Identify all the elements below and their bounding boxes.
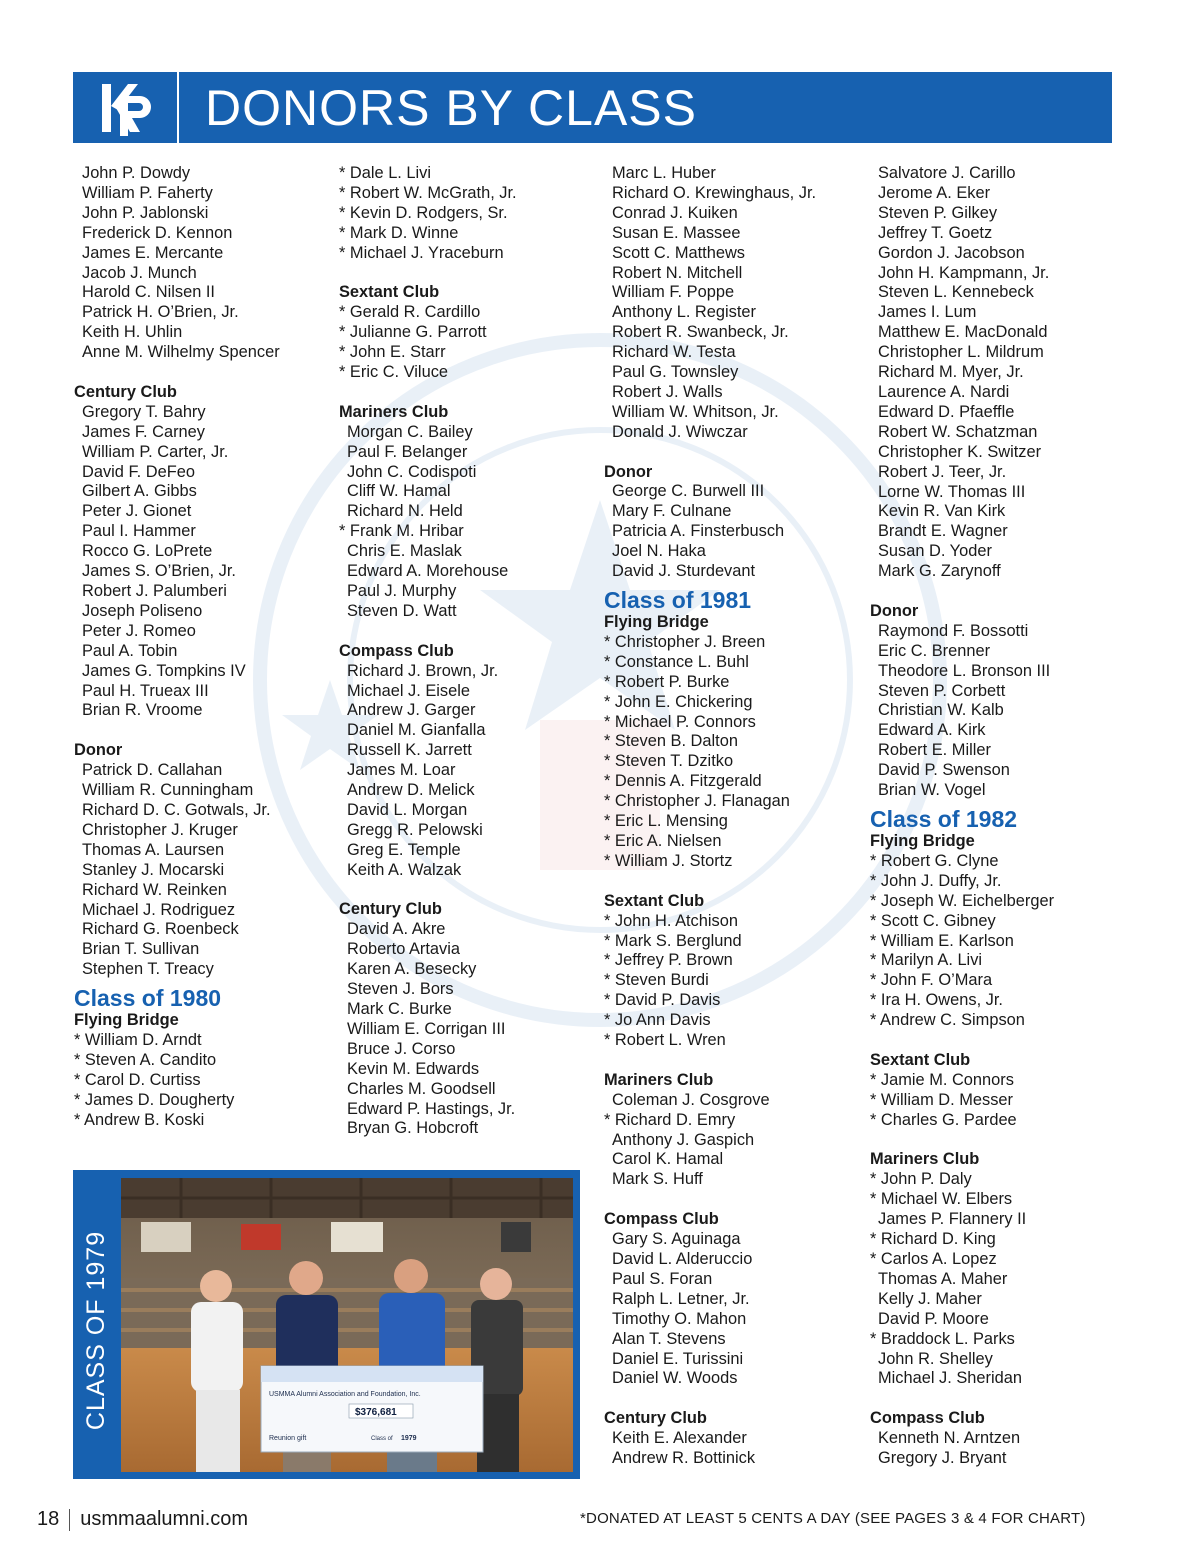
donor-name: Roberto Artavia — [347, 940, 460, 959]
section-heading: Compass Club — [339, 641, 454, 660]
donor-name: Brandt E. Wagner — [878, 522, 1008, 541]
donor-name-starred: * John J. Duffy, Jr. — [870, 871, 1002, 890]
donor-name-starred: * Scott C. Gibney — [870, 911, 996, 930]
spacer — [870, 1131, 1130, 1151]
donor-name: Thomas A. Laursen — [82, 840, 225, 859]
donor-name: Edward A. Kirk — [878, 721, 986, 740]
donor-name: John R. Shelley — [878, 1349, 993, 1368]
spacer — [339, 881, 589, 901]
donor-name: George C. Burwell III — [612, 482, 765, 501]
donor-name-starred: * Michael P. Connors — [604, 712, 756, 731]
donor-name: David P. Swenson — [878, 761, 1010, 780]
donor-name: Paul A. Tobin — [82, 641, 178, 660]
donor-name: Paul F. Belanger — [347, 442, 468, 461]
photo-label — [79, 1200, 115, 1460]
kp-logo-icon — [94, 78, 156, 138]
donor-name: James S. O’Brien, Jr. — [82, 562, 236, 581]
donor-name: Paul H. Trueax III — [82, 681, 209, 700]
donor-name: Robert N. Mitchell — [612, 263, 743, 282]
donor-name: Peter J. Romeo — [82, 621, 196, 640]
donor-name-starred: * Ira H. Owens, Jr. — [870, 991, 1003, 1010]
donor-name-starred: * Michael W. Elbers — [870, 1190, 1013, 1209]
donor-name: Steven D. Watt — [347, 601, 457, 620]
class-photo-image — [121, 1178, 573, 1472]
donor-name: Brian W. Vogel — [878, 781, 986, 800]
donor-name: David J. Sturdevant — [612, 562, 756, 581]
donor-name: Richard O. Krewinghaus, Jr. — [612, 183, 817, 202]
donor-name: Morgan C. Bailey — [347, 422, 473, 441]
donor-name: James I. Lum — [878, 303, 977, 322]
donor-name-starred: * Gerald R. Cardillo — [339, 303, 481, 322]
donor-name: Jacob J. Munch — [82, 263, 197, 282]
donor-name: William F. Poppe — [612, 283, 735, 302]
donor-name: Daniel M. Gianfalla — [347, 721, 486, 740]
donor-name: Christopher J. Kruger — [82, 820, 238, 839]
donor-name-starred: * Carlos A. Lopez — [870, 1249, 997, 1268]
donor-name: Raymond F. Bossotti — [878, 621, 1029, 640]
donor-name: Richard N. Held — [347, 502, 463, 521]
donor-name: David F. DeFeo — [82, 462, 195, 481]
section-heading: Flying Bridge — [74, 1011, 179, 1030]
donor-column-3 — [604, 164, 864, 1469]
donor-name: David A. Akre — [347, 920, 446, 939]
donor-name: Keith A. Walzak — [347, 860, 462, 879]
donor-name-starred: * Steven T. Dzitko — [604, 752, 734, 771]
donor-name-starred: * Marilyn A. Livi — [870, 951, 983, 970]
donor-name: Chris E. Maslak — [347, 542, 462, 561]
donor-name: James G. Tompkins IV — [82, 661, 246, 680]
donor-name: David L. Morgan — [347, 800, 468, 819]
donor-name: Theodore L. Bronson III — [878, 661, 1051, 680]
donor-name: Steven J. Bors — [347, 980, 454, 999]
donor-name: James F. Carney — [82, 422, 205, 441]
donor-name: Paul I. Hammer — [82, 522, 196, 541]
donor-name-starred: * Michael J. Yraceburn — [339, 243, 504, 262]
page-number: 18 — [37, 1508, 60, 1530]
donor-name: Andrew J. Garger — [347, 701, 476, 720]
section-heading: Sextant Club — [604, 891, 705, 910]
spacer — [74, 363, 324, 383]
donor-name: Mark C. Burke — [347, 1000, 452, 1018]
donor-name: Harold C. Nilsen II — [82, 283, 215, 302]
donor-name: William P. Faherty — [82, 183, 213, 202]
class-photo-box — [73, 1170, 580, 1479]
donor-name: Laurence A. Nardi — [878, 382, 1010, 401]
donor-name: James E. Mercante — [82, 243, 224, 262]
donor-name-starred: * John F. O’Mara — [870, 971, 993, 990]
section-heading: Century Club — [604, 1409, 707, 1428]
donor-name: Keith E. Alexander — [612, 1429, 747, 1448]
donor-name-starred: * Jeffrey P. Brown — [604, 951, 733, 970]
donor-name: Michael J. Rodriguez — [82, 900, 236, 919]
donor-name: Bruce J. Corso — [347, 1039, 456, 1058]
donor-name: Daniel E. Turissini — [612, 1349, 744, 1368]
donor-name-starred: * Dennis A. Fitzgerald — [604, 772, 762, 791]
footer-divider — [69, 1509, 70, 1531]
section-heading: Compass Club — [604, 1210, 719, 1229]
spacer — [339, 264, 589, 284]
donor-name: William P. Carter, Jr. — [82, 442, 229, 461]
section-heading: Mariners Club — [604, 1070, 714, 1089]
donor-name: Richard W. Reinken — [82, 880, 227, 899]
donor-name: Jerome A. Eker — [878, 183, 991, 202]
donor-name-starred: * John E. Starr — [339, 343, 446, 362]
donor-name: Donald J. Wiwczar — [612, 422, 748, 441]
donor-name: Russell K. Jarrett — [347, 741, 472, 760]
donor-name: Alan T. Stevens — [612, 1329, 726, 1348]
donor-name: Robert J. Palumberi — [82, 582, 227, 601]
donor-name: Christian W. Kalb — [878, 701, 1004, 720]
check-class: Class of — [371, 1436, 393, 1442]
donor-name: Paul J. Murphy — [347, 582, 457, 600]
spacer — [870, 1031, 1130, 1051]
donor-name: Marc L. Huber — [612, 164, 716, 182]
donor-name: Stanley J. Mocarski — [82, 860, 225, 879]
donor-name: Gregg R. Pelowski — [347, 820, 483, 839]
donor-name: Edward P. Hastings, Jr. — [347, 1099, 516, 1118]
donor-name: Charles M. Goodsell — [347, 1079, 496, 1098]
donor-name-starred: * Jo Ann Davis — [604, 1011, 711, 1030]
donor-name-starred: * Robert P. Burke — [604, 672, 730, 691]
donor-name: Kenneth N. Arntzen — [878, 1429, 1021, 1448]
donor-name: John P. Jablonski — [82, 203, 209, 222]
donor-name: Paul G. Townsley — [612, 363, 739, 382]
donor-name: Thomas A. Maher — [878, 1269, 1008, 1288]
donor-name: Mark G. Zarynoff — [878, 562, 1001, 581]
donor-name: William E. Corrigan III — [347, 1019, 506, 1038]
donor-name-starred: * Christopher J. Flanagan — [604, 792, 790, 811]
donor-column-1 — [74, 164, 324, 1131]
donor-name-starred: * Constance L. Buhl — [604, 652, 749, 671]
donor-name-starred: * Andrew B. Koski — [74, 1110, 205, 1129]
donor-name-starred: * Richard D. King — [870, 1230, 996, 1249]
page-header — [73, 72, 1112, 143]
donor-name: Kelly J. Maher — [878, 1289, 982, 1308]
section-heading: Flying Bridge — [870, 831, 975, 850]
donor-name: Robert J. Teer, Jr. — [878, 462, 1007, 481]
spacer — [74, 721, 324, 741]
donor-name: Robert J. Walls — [612, 382, 723, 401]
donor-name-starred: * Frank M. Hribar — [339, 522, 464, 541]
spacer — [339, 383, 589, 403]
donor-name: John P. Dowdy — [82, 164, 191, 182]
section-heading: Century Club — [74, 382, 177, 401]
donor-name-starred: * Braddock L. Parks — [870, 1329, 1015, 1348]
donor-name-starred: * Joseph W. Eichelberger — [870, 891, 1055, 910]
spacer — [604, 1190, 864, 1210]
donor-name: Keith H. Uhlin — [82, 323, 183, 342]
donor-name-starred: * Christopher J. Breen — [604, 632, 766, 651]
donor-name: Kevin M. Edwards — [347, 1059, 480, 1078]
donor-name: Brian T. Sullivan — [82, 940, 200, 959]
spacer — [870, 1389, 1130, 1409]
donor-name-starred: * Richard D. Emry — [604, 1110, 736, 1129]
donor-name-starred: * Julianne G. Parrott — [339, 323, 487, 342]
donor-name-starred: * Robert L. Wren — [604, 1031, 726, 1050]
donor-name-starred: * Eric C. Viluce — [339, 363, 449, 382]
donor-name: Edward D. Pfaeffle — [878, 402, 1015, 421]
donor-name: Mark S. Huff — [612, 1170, 703, 1189]
donor-name: William W. Whitson, Jr. — [612, 402, 779, 421]
donor-name: Gary S. Aguinaga — [612, 1230, 741, 1249]
donor-name-starred: * David P. Davis — [604, 991, 721, 1010]
class-heading: Class of 1982 — [870, 805, 1018, 832]
donor-name: Frederick D. Kennon — [82, 223, 233, 242]
donor-name: Patrick D. Callahan — [82, 761, 223, 780]
section-heading: Mariners Club — [870, 1150, 980, 1169]
footer-note: *DONATED AT LEAST 5 CENTS A DAY (SEE PAGES 3 & 4 FOR CHART) — [580, 1510, 1086, 1527]
donor-name: Andrew D. Melick — [347, 781, 475, 800]
donor-name: Richard G. Roenbeck — [82, 920, 239, 939]
donor-name: Andrew R. Bottinick — [612, 1449, 756, 1468]
donor-name: Christopher K. Switzer — [878, 442, 1042, 461]
donor-name: Bryan G. Hobcroft — [347, 1119, 479, 1138]
donor-name: William R. Cunningham — [82, 781, 254, 800]
spacer — [604, 1051, 864, 1071]
donor-name: Susan D. Yoder — [878, 542, 992, 561]
donor-name-starred: * James D. Dougherty — [74, 1090, 235, 1109]
donor-name-starred: * Eric A. Nielsen — [604, 831, 722, 850]
section-heading: Century Club — [339, 900, 442, 919]
spacer — [604, 1389, 864, 1409]
donor-name: Lorne W. Thomas III — [878, 482, 1026, 501]
check-payee: USMMA Alumni Association and Foundation, Inc. — [269, 1391, 421, 1398]
section-heading: Sextant Club — [870, 1050, 971, 1069]
check-amount: $376,681 — [355, 1407, 397, 1418]
donor-column-4 — [870, 164, 1130, 1469]
donor-name: Greg E. Temple — [347, 840, 461, 859]
donor-name: Gilbert A. Gibbs — [82, 482, 197, 501]
donor-name-starred: * William D. Messer — [870, 1090, 1013, 1109]
page-title: DONORS BY CLASS — [205, 79, 698, 136]
donor-name-starred: * Steven Burdi — [604, 971, 709, 990]
section-heading: Donor — [74, 741, 123, 760]
donor-name: Anthony J. Gaspich — [612, 1130, 755, 1149]
donor-name-starred: * Charles G. Pardee — [870, 1110, 1017, 1129]
donor-name-starred: * John P. Daly — [870, 1170, 972, 1189]
donor-name: Eric C. Brenner — [878, 641, 991, 660]
donor-name: Carol K. Hamal — [612, 1150, 724, 1169]
donor-name-starred: * Steven B. Dalton — [604, 732, 738, 751]
check-year: 1979 — [401, 1435, 417, 1442]
donor-name: Gregory T. Bahry — [82, 402, 206, 421]
donor-name-starred: * Mark D. Winne — [339, 223, 459, 242]
class-heading: Class of 1980 — [74, 985, 222, 1012]
donor-name-starred: * Robert W. McGrath, Jr. — [339, 183, 517, 202]
donor-name-starred: * Eric L. Mensing — [604, 812, 728, 831]
donor-column-2 — [339, 164, 589, 1139]
donor-name: Michael J. Sheridan — [878, 1369, 1022, 1388]
photo-label-text: CLASS OF 1979 — [82, 1230, 111, 1430]
donor-name: Patrick H. O’Brien, Jr. — [82, 303, 239, 322]
donor-name: Christopher L. Mildrum — [878, 343, 1044, 362]
donor-name: Joseph Poliseno — [82, 601, 203, 620]
donor-name: Stephen T. Treacy — [82, 960, 214, 979]
donor-name-starred: * John H. Atchison — [604, 911, 738, 930]
donor-name-starred: * Mark S. Berglund — [604, 931, 742, 950]
donor-name: Salvatore J. Carillo — [878, 164, 1016, 182]
donor-name: Steven P. Corbett — [878, 681, 1006, 700]
donor-name: Rocco G. LoPrete — [82, 542, 213, 561]
donor-name: Richard M. Myer, Jr. — [878, 363, 1024, 382]
donor-name: Michael J. Eisele — [347, 681, 470, 700]
donor-name-starred: * William D. Arndt — [74, 1031, 202, 1050]
section-heading: Mariners Club — [339, 402, 449, 421]
donor-name: John H. Kampmann, Jr. — [878, 263, 1050, 282]
section-heading: Flying Bridge — [604, 613, 709, 632]
donor-name: Timothy O. Mahon — [612, 1309, 747, 1328]
donor-name: Richard J. Brown, Jr. — [347, 661, 499, 680]
spacer — [604, 443, 864, 463]
donor-name: David L. Alderuccio — [612, 1249, 753, 1268]
donor-name: Scott C. Matthews — [612, 243, 745, 262]
class-photo — [121, 1178, 573, 1472]
donor-name: Anne M. Wilhelmy Spencer — [82, 343, 280, 362]
donor-name-starred: * Andrew C. Simpson — [870, 1011, 1025, 1030]
donor-name: Richard D. C. Gotwals, Jr. — [82, 800, 271, 819]
donor-name-starred: * William E. Karlson — [870, 931, 1014, 950]
section-heading: Compass Club — [870, 1409, 985, 1428]
donor-name: Joel N. Haka — [612, 542, 706, 561]
donor-name-starred: * John E. Chickering — [604, 692, 753, 711]
donor-name: Ralph L. Letner, Jr. — [612, 1289, 750, 1308]
donor-name: Jeffrey T. Goetz — [878, 223, 993, 242]
donor-name: Robert W. Schatzman — [878, 422, 1038, 441]
donor-name: Coleman J. Cosgrove — [612, 1090, 770, 1109]
spacer — [339, 622, 589, 642]
class-heading: Class of 1981 — [604, 587, 752, 614]
donor-name-starred: * Robert G. Clyne — [870, 851, 999, 870]
donor-name-starred: * Dale L. Livi — [339, 164, 432, 182]
donor-name: Karen A. Besecky — [347, 960, 477, 979]
donor-name: Anthony L. Register — [612, 303, 756, 322]
donor-name: James P. Flannery II — [878, 1210, 1027, 1229]
donor-name: James M. Loar — [347, 761, 456, 780]
donor-name: Paul S. Foran — [612, 1269, 713, 1288]
donor-name: Mary F. Culnane — [612, 502, 732, 521]
donor-name: David P. Moore — [878, 1309, 989, 1328]
section-heading: Donor — [604, 462, 653, 481]
donor-name-starred: * Carol D. Curtiss — [74, 1070, 201, 1089]
donor-name: Kevin R. Van Kirk — [878, 502, 1006, 521]
donor-name: John C. Codispoti — [347, 462, 477, 481]
donor-name: Daniel W. Woods — [612, 1369, 738, 1388]
donor-name: Richard W. Testa — [612, 343, 736, 362]
donor-name-starred: * Kevin D. Rodgers, Sr. — [339, 203, 508, 222]
check-memo: Reunion gift — [269, 1435, 307, 1442]
donor-name: Steven L. Kennebeck — [878, 283, 1034, 302]
donor-name: Matthew E. MacDonald — [878, 323, 1048, 342]
donor-name: Peter J. Gionet — [82, 502, 192, 521]
donor-name: Gregory J. Bryant — [878, 1449, 1007, 1468]
donor-name: Conrad J. Kuiken — [612, 203, 738, 222]
footer-website: usmmaalumni.com — [80, 1508, 249, 1530]
donor-name-starred: * William J. Stortz — [604, 851, 733, 870]
donor-name: Patricia A. Finsterbusch — [612, 522, 785, 541]
donor-name: Robert E. Miller — [878, 741, 991, 760]
donor-name: Cliff W. Hamal — [347, 482, 451, 501]
section-heading: Sextant Club — [339, 283, 440, 302]
donor-name-starred: * Jamie M. Connors — [870, 1070, 1014, 1089]
donor-name: Steven P. Gilkey — [878, 203, 998, 222]
spacer — [870, 582, 1130, 602]
donor-name: Brian R. Vroome — [82, 701, 203, 720]
kp-logo — [73, 72, 179, 143]
donor-name: Edward A. Morehouse — [347, 562, 509, 581]
page-footer — [37, 1508, 248, 1531]
donor-name-starred: * Steven A. Candito — [74, 1050, 217, 1069]
donor-name: Gordon J. Jacobson — [878, 243, 1025, 262]
section-heading: Donor — [870, 601, 919, 620]
donor-name: Susan E. Massee — [612, 223, 741, 242]
spacer — [604, 872, 864, 892]
donor-name: Robert R. Swanbeck, Jr. — [612, 323, 789, 342]
